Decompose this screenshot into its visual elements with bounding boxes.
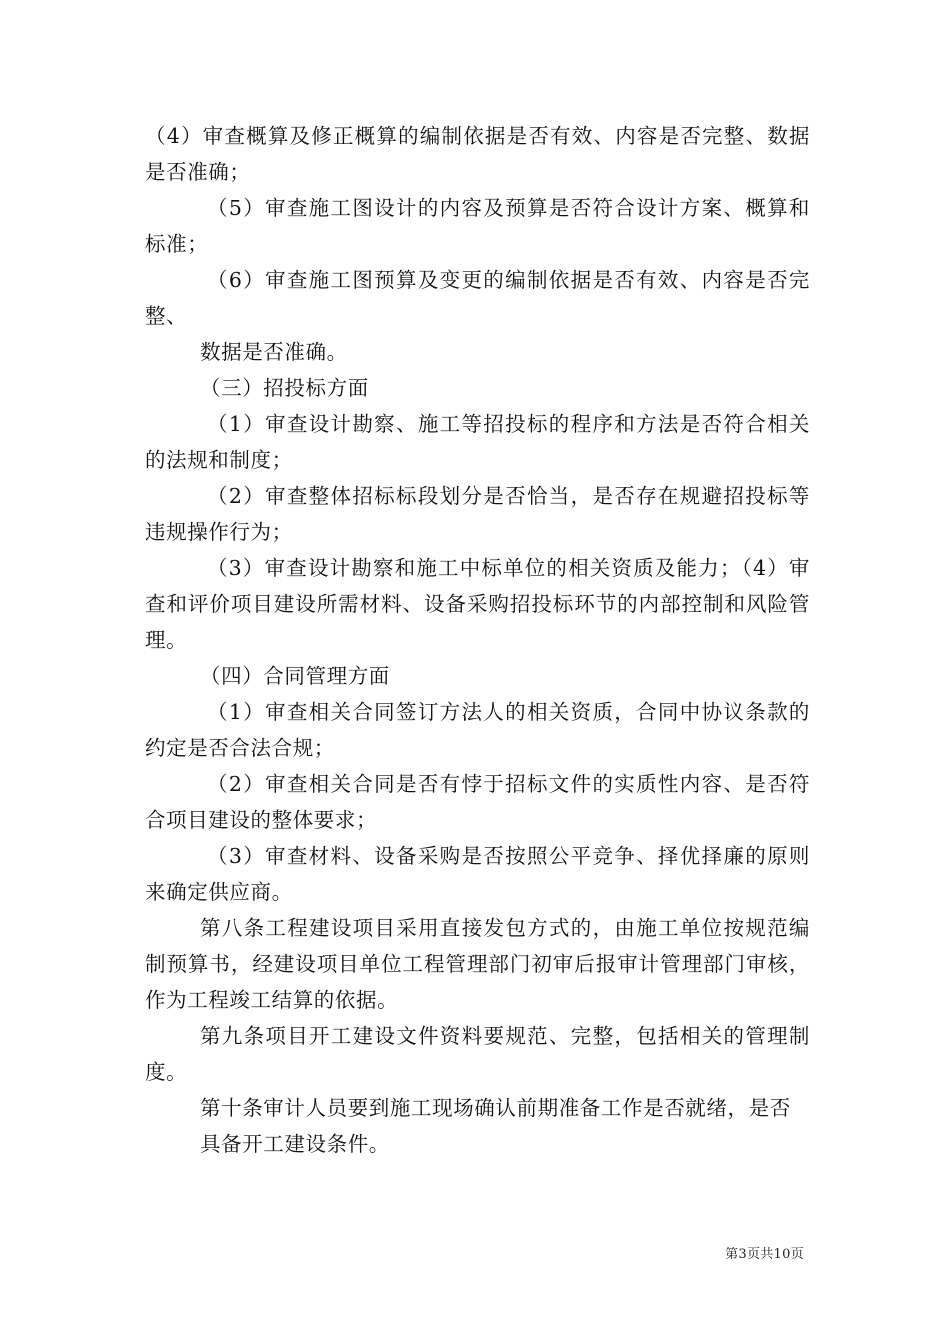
document-body — [145, 118, 810, 1162]
article-ten: 第十条审计人员要到施工现场确认前期准备工作是否就绪，是否 — [200, 1096, 791, 1120]
paragraph-review-construction-drawing-design: （5）审查施工图设计的内容及预算是否符合设计方案、概算和标准； — [145, 196, 810, 256]
paragraph-review-winning-bidder-qualification: （3）审查设计勘察和施工中标单位的相关资质及能力；（4）审查和评价项目建设所需材料、设备采购招投标环节的内部控制和风险管理。 — [145, 556, 810, 652]
article-ten-continuation: 具备开工建设条件。 — [200, 1132, 390, 1156]
paragraph-data-accuracy: 数据是否准确。 — [200, 340, 348, 364]
section-heading-contract-management: （四）合同管理方面 — [200, 664, 390, 688]
paragraph-review-contract-signatory: （1）审查相关合同签订方法人的相关资质，合同中协议条款的约定是否合法合规； — [145, 700, 810, 760]
paragraph-review-contract-consistency: （2）审查相关合同是否有悖于招标文件的实质性内容、是否符合项目建设的整体要求； — [145, 772, 810, 832]
paragraph-review-budget-basis: （4）审查概算及修正概算的编制依据是否有效、内容是否完整、数据是否准确； — [145, 124, 810, 184]
article-nine: 第九条项目开工建设文件资料要规范、完整，包括相关的管理制度。 — [145, 1024, 810, 1084]
paragraph-review-bidding-procedure: （1）审查设计勘察、施工等招投标的程序和方法是否符合相关的法规和制度； — [145, 412, 810, 472]
paragraph-review-bid-section-division: （2）审查整体招标标段划分是否恰当，是否存在规避招投标等违规操作行为； — [145, 484, 810, 544]
article-eight: 第八条工程建设项目采用直接发包方式的，由施工单位按规范编制预算书，经建设项目单位工程管理部门初审后报审计管理部门审核，作为工程竣工结算的依据。 — [145, 916, 810, 1012]
paragraph-review-procurement: （3）审查材料、设备采购是否按照公平竞争、择优择廉的原则来确定供应商。 — [145, 844, 810, 904]
page-number: 第3页共10页 — [725, 1247, 804, 1262]
section-heading-bidding: （三）招投标方面 — [200, 376, 369, 400]
paragraph-review-construction-drawing-budget: （6）审查施工图预算及变更的编制依据是否有效、内容是否完整、 — [145, 268, 810, 328]
